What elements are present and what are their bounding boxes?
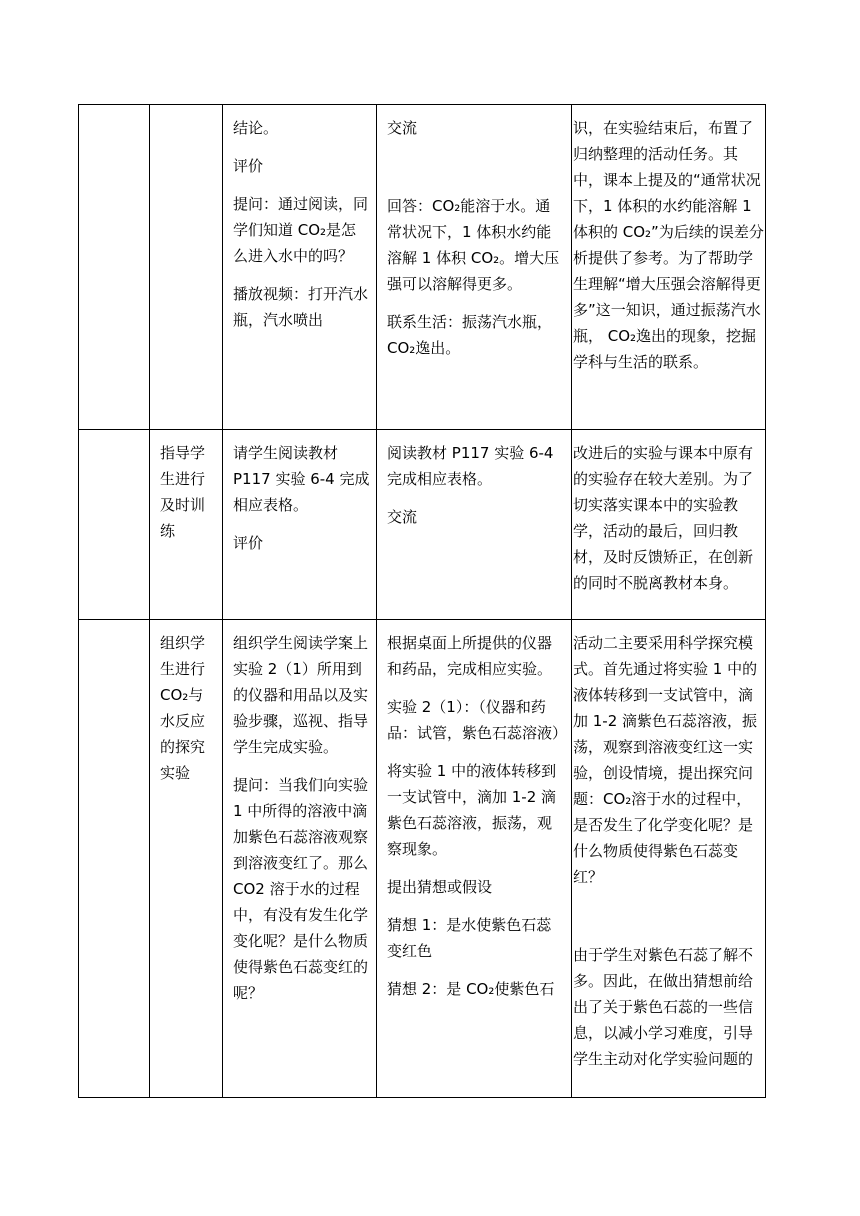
teacher-activity-cell xyxy=(223,620,377,1098)
text-paragraph: 根据桌面上所提供的仪器和药品，完成相应实验。 xyxy=(387,634,553,678)
text-paragraph: 由于学生对紫色石蕊了解不多。因此，在做出猜想前给出了关于紫色石蕊的一些信息，以减小学习难度，引导学生主动对化学实验问题的 xyxy=(573,946,754,1068)
text-paragraph: 提问：通过阅读，同学们知道 CO₂是怎么进入水中的吗？ xyxy=(233,195,369,265)
activity-title: 指导学生进行及时训练 xyxy=(160,444,206,540)
stage-cell xyxy=(79,430,150,620)
text-paragraph: 活动二主要采用科学探究模式。首先通过将实验 1 中的液体转移到一支试管中，滴加 1-2 滴紫色石蕊溶液，振荡，观察到溶液变红这一实验，创设情境，提出探究问题：CO₂溶于水的过程中，是否发生了化学变化呢？是什么物质使得紫色石蕊变红？ xyxy=(573,634,758,886)
student-activity-cell xyxy=(377,620,572,1098)
student-activity-cell xyxy=(377,430,572,620)
text-paragraph: 联系生活：振荡汽水瓶， CO₂逸出。 xyxy=(387,313,553,357)
student-activity-cell xyxy=(377,105,572,430)
teacher-activity-cell xyxy=(223,105,377,430)
text-paragraph: 播放视频：打开汽水瓶，汽水喷出 xyxy=(233,285,369,329)
text-paragraph: 实验 2（1）：（仪器和药品：试管，紫色石蕊溶液） xyxy=(387,698,568,742)
text-paragraph: 请学生阅读教材 P117 实验 6-4 完成相应表格。 xyxy=(233,444,370,514)
text-paragraph: 提问：当我们向实验 1 中所得的溶液中滴加紫色石蕊溶液观察到溶液变红了。那么 CO2 溶于水的过程中，有没有发生化学变化呢？是什么物质使得紫色石蕊变红的呢？ xyxy=(233,776,369,1002)
text-paragraph: 交流 xyxy=(387,508,418,526)
activity-cell xyxy=(150,105,223,430)
activity-title: 组织学生进行 CO₂与水反应的探究实验 xyxy=(160,634,206,782)
text-paragraph: 评价 xyxy=(233,534,264,552)
table-row xyxy=(79,620,766,1098)
text-paragraph: 阅读教材 P117 实验 6-4 完成相应表格。 xyxy=(387,444,554,488)
table-row xyxy=(79,430,766,620)
text-paragraph: 提出猜想或假设 xyxy=(387,878,493,896)
lesson-plan-table xyxy=(78,104,766,1098)
stage-cell xyxy=(79,105,150,430)
table-row xyxy=(79,105,766,430)
text-paragraph: 识，在实验结束后，布置了归纳整理的活动任务。其中，课本上提及的“通常状况下，1 体积的水约能溶解 1 体积的 CO₂”为后续的误差分析提供了参考。为了帮助学生理解“增大压强会溶解得更多”这一知识，通过振荡汽水瓶， CO₂逸出的现象，挖掘学科与生活的联系。 xyxy=(573,119,764,371)
text-paragraph: 组织学生阅读学案上实验 2（1）所用到的仪器和用品以及实验步骤，巡视、指导学生完成实验。 xyxy=(233,634,369,756)
text-paragraph: 猜想 1：是水使紫色石蕊变红色 xyxy=(387,916,552,960)
teacher-activity-cell xyxy=(223,430,377,620)
text-paragraph: 交流 xyxy=(387,119,418,137)
stage-cell xyxy=(79,620,150,1098)
text-paragraph: 猜想 2：是 CO₂使紫色石 xyxy=(387,980,555,998)
text-paragraph: 评价 xyxy=(233,157,264,175)
text-paragraph: 改进后的实验与课本中原有的实验存在较大差别。为了切实落实课本中的实验教学，活动的最后，回归教材，及时反馈矫正，在创新的同时不脱离教材本身。 xyxy=(573,444,754,592)
design-intent-cell xyxy=(572,105,766,430)
text-paragraph: 回答：CO₂能溶于水。通常状况下，1 体积水约能溶解 1 体积 CO₂。增大压强可以溶解得更多。 xyxy=(387,197,560,293)
text-paragraph: 将实验 1 中的液体转移到一支试管中，滴加 1-2 滴紫色石蕊溶液，振荡，观察现象。 xyxy=(387,762,557,858)
design-intent-cell xyxy=(572,430,766,620)
activity-cell xyxy=(150,620,223,1098)
text-paragraph: 结论。 xyxy=(233,119,279,137)
activity-cell xyxy=(150,430,223,620)
design-intent-cell xyxy=(572,620,766,1098)
